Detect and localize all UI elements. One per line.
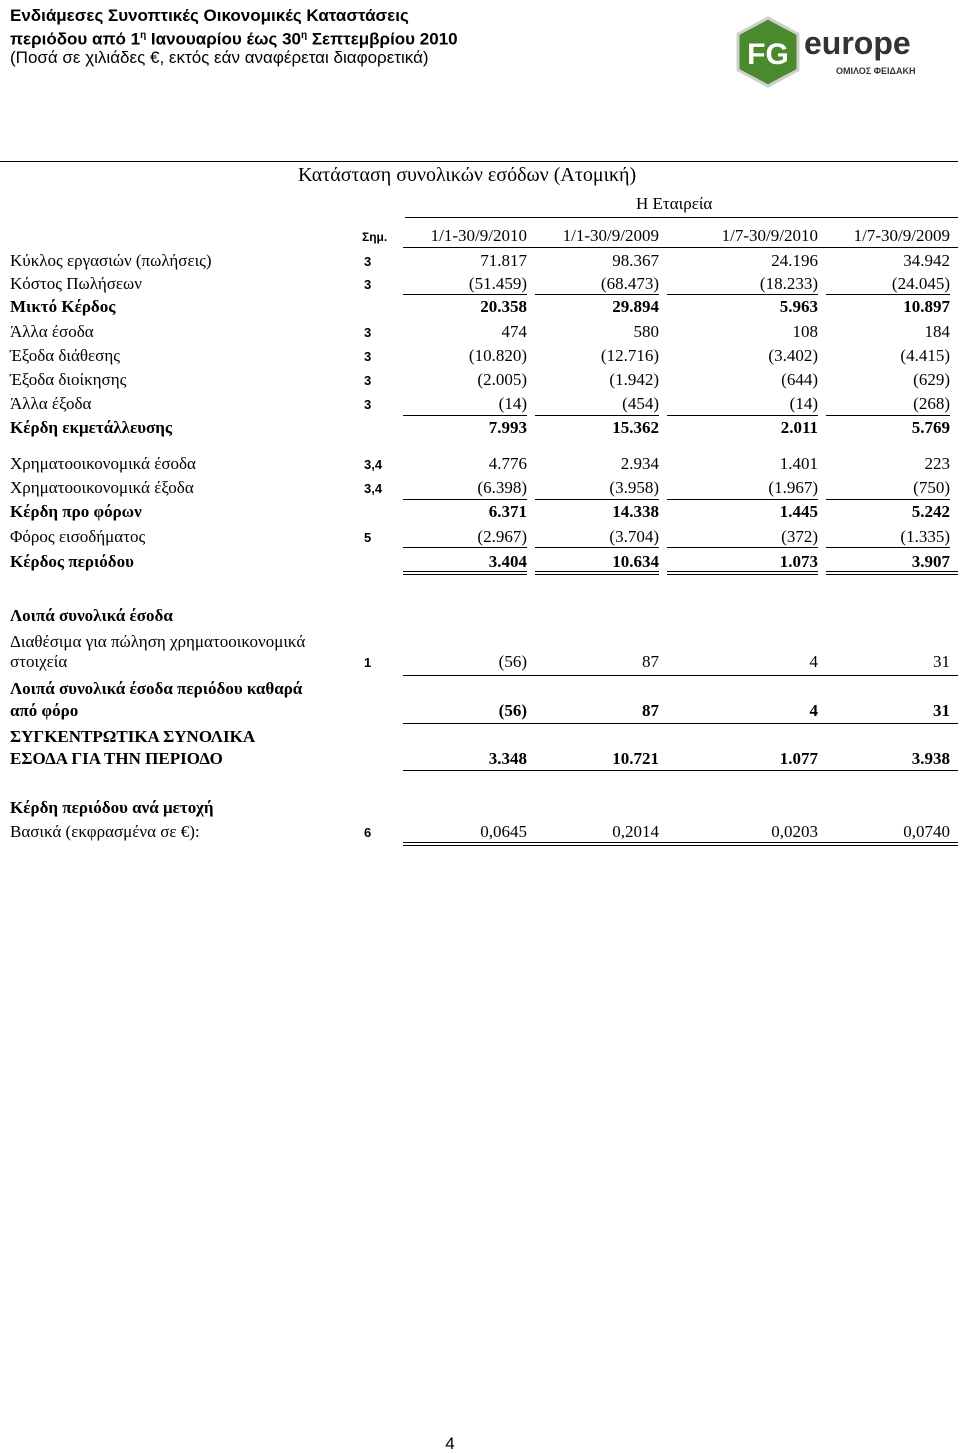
row-value-2: 10.721 <box>612 749 659 768</box>
row-value-2: 98.367 <box>612 251 659 270</box>
subtotal-rule <box>826 294 950 295</box>
subtotal-rule <box>667 294 818 295</box>
row-value-3: 4 <box>809 701 818 720</box>
row-label: Λοιπά συνολικά έσοδα περιόδου καθαρά <box>10 679 303 698</box>
row-note: 3 <box>364 373 372 388</box>
col-header-3: 1/7-30/9/2010 <box>721 226 818 245</box>
row-note: 3 <box>364 277 372 292</box>
row-value-1: 0,0645 <box>480 822 527 841</box>
subtotal-rule <box>535 415 659 416</box>
row-label: Άλλα έξοδα <box>10 394 92 413</box>
subtotal-rule <box>535 547 659 548</box>
row-note: 5 <box>364 530 372 545</box>
col-header-rule <box>403 247 958 248</box>
row-value-2: 2.934 <box>620 454 659 473</box>
company-heading: Η Εταιρεία <box>636 194 713 213</box>
page-number: 4 <box>445 1434 455 1453</box>
row-value-2: 29.894 <box>612 297 659 316</box>
period-pre: περιόδου από 1 <box>10 29 141 49</box>
row-value-3: (372) <box>781 527 818 546</box>
total-double-rule <box>403 842 958 846</box>
row-value-4: 184 <box>924 322 950 341</box>
row-label: ΕΣΟΔΑ ΓΙΑ ΤΗΝ ΠΕΡΙΟΔΟ <box>10 749 223 768</box>
row-value-4: 3.938 <box>911 749 950 768</box>
doc-header-units: (Ποσά σε χιλιάδες €, εκτός εάν αναφέρεται διαφορετικά) <box>10 48 429 67</box>
row-value-4: (24.045) <box>891 274 950 293</box>
row-label: Χρηματοοικονομικά έξοδα <box>10 478 194 497</box>
row-label: ΣΥΓΚΕΝΤΡΩΤΙΚΑ ΣΥΝΟΛΙΚΑ <box>10 727 256 746</box>
row-value-1: (6.398) <box>477 478 527 497</box>
doc-header-period <box>10 26 458 50</box>
row-value-4: 31 <box>933 701 950 720</box>
total-double-rule <box>535 571 659 575</box>
subtotal-rule <box>403 723 958 724</box>
row-value-4: 5.769 <box>911 418 950 437</box>
row-value-1: (2.005) <box>477 370 527 389</box>
period-post: Σεπτεμβρίου 2010 <box>307 29 458 49</box>
row-value-3: 1.401 <box>779 454 818 473</box>
col-header-4: 1/7-30/9/2009 <box>853 226 950 245</box>
row-value-3: (18.233) <box>759 274 818 293</box>
row-label: Κέρδη εκμετάλλευσης <box>10 418 173 437</box>
row-value-2: 87 <box>642 652 659 671</box>
row-value-2: (1.942) <box>609 370 659 389</box>
row-value-4: (1.335) <box>900 527 950 546</box>
row-label: Κέρδος περιόδου <box>10 552 134 571</box>
subtotal-rule <box>667 415 818 416</box>
row-value-2: (3.704) <box>609 527 659 546</box>
row-value-2: 15.362 <box>612 418 659 437</box>
row-label: Κύκλος εργασιών (πωλήσεις) <box>10 251 212 270</box>
row-value-2: (3.958) <box>609 478 659 497</box>
row-value-1: 3.348 <box>488 749 527 768</box>
statement-title: Κατάσταση συνολικών εσόδων (Ατομική) <box>298 164 637 186</box>
row-value-4: 34.942 <box>903 251 950 270</box>
logo-europe-text: europe <box>804 25 911 61</box>
row-value-3: 1.077 <box>779 749 818 768</box>
row-value-3: 0,0203 <box>771 822 818 841</box>
row-value-2: (12.716) <box>600 346 659 365</box>
row-value-1: (10.820) <box>468 346 527 365</box>
row-value-1: 3.404 <box>488 552 527 571</box>
col-header-2: 1/1-30/9/2009 <box>562 226 659 245</box>
row-value-4: (750) <box>913 478 950 497</box>
subtotal-rule <box>403 770 958 771</box>
doc-header-title: Ενδιάμεσες Συνοπτικές Οικονομικές Καταστάσεις <box>10 6 409 25</box>
total-double-rule <box>403 571 527 575</box>
row-label: Μικτό Κέρδος <box>10 297 116 316</box>
row-value-3: 24.196 <box>771 251 818 270</box>
title-top-rule <box>0 161 958 162</box>
row-label: Φόρος εισοδήματος <box>10 527 146 546</box>
row-value-3: (1.967) <box>768 478 818 497</box>
row-value-1: (51.459) <box>468 274 527 293</box>
row-label: Κέρδη προ φόρων <box>10 502 142 521</box>
col-header-note: Σημ. <box>362 230 388 244</box>
total-double-rule <box>826 571 958 575</box>
row-value-3: (14) <box>789 394 818 413</box>
period-sup2: η <box>301 30 308 41</box>
row-value-1: 474 <box>501 322 527 341</box>
row-value-1: 20.358 <box>480 297 527 316</box>
row-label: από φόρο <box>10 701 79 720</box>
row-note: 3,4 <box>364 481 383 496</box>
row-label: Χρηματοοικονομικά έσοδα <box>10 454 196 473</box>
row-value-3: 1.073 <box>779 552 818 571</box>
row-value-2: 87 <box>642 701 659 720</box>
row-value-2: (454) <box>622 394 659 413</box>
row-value-3: 5.963 <box>779 297 818 316</box>
row-value-1: 4.776 <box>488 454 527 473</box>
row-value-3: 1.445 <box>779 502 818 521</box>
row-label: Κόστος Πωλήσεων <box>10 274 142 293</box>
subtotal-rule <box>535 294 659 295</box>
subtotal-rule <box>826 547 950 548</box>
row-value-2: 14.338 <box>612 502 659 521</box>
company-rule <box>405 217 958 218</box>
row-value-4: 0,0740 <box>903 822 950 841</box>
subtotal-rule <box>826 415 950 416</box>
row-value-4: 31 <box>933 652 950 671</box>
row-note: 1 <box>364 655 372 670</box>
section-heading: Κέρδη περιόδου ανά μετοχή <box>10 798 214 817</box>
row-note: 3 <box>364 325 372 340</box>
row-value-3: (644) <box>781 370 818 389</box>
subtotal-rule <box>826 499 950 500</box>
row-value-4: (4.415) <box>900 346 950 365</box>
row-value-3: 2.011 <box>780 418 818 437</box>
row-value-4: (629) <box>913 370 950 389</box>
fg-europe-logo <box>726 12 948 96</box>
row-value-1: (14) <box>498 394 527 413</box>
row-value-4: 3.907 <box>911 552 950 571</box>
row-value-4: 5.242 <box>911 502 950 521</box>
row-value-4: 10.897 <box>903 297 950 316</box>
row-value-4: 223 <box>924 454 950 473</box>
row-label: Έξοδα διάθεσης <box>10 346 120 365</box>
row-note: 3 <box>364 397 372 412</box>
row-value-1: 6.371 <box>488 502 527 521</box>
row-note: 3 <box>364 254 372 269</box>
subtotal-rule <box>535 499 659 500</box>
subtotal-rule <box>403 294 527 295</box>
row-value-3: 4 <box>809 652 818 671</box>
subtotal-rule <box>667 547 818 548</box>
row-note: 3,4 <box>364 457 383 472</box>
row-label: Άλλα έσοδα <box>10 322 94 341</box>
row-label: στοιχεία <box>10 652 68 671</box>
row-value-3: 108 <box>792 322 818 341</box>
row-value-3: (3.402) <box>768 346 818 365</box>
row-value-1: 71.817 <box>480 251 527 270</box>
total-double-rule <box>667 571 818 575</box>
row-value-1: (56) <box>498 652 527 671</box>
row-note: 3 <box>364 349 372 364</box>
row-label: Έξοδα διοίκησης <box>10 370 127 389</box>
row-value-2: 580 <box>633 322 659 341</box>
subtotal-rule <box>403 499 527 500</box>
subtotal-rule <box>403 415 527 416</box>
subtotal-rule <box>667 499 818 500</box>
row-value-1: (56) <box>498 701 527 720</box>
period-mid: Ιανουαρίου έως 30 <box>146 29 301 49</box>
logo-tagline: ΟΜΙΛΟΣ ΦΕΙΔΑΚΗ <box>836 66 916 76</box>
row-label: Βασικά (εκφρασμένα σε €): <box>10 822 200 841</box>
subtotal-rule <box>403 675 958 676</box>
row-value-2: 10.634 <box>612 552 659 571</box>
row-value-1: 7.993 <box>488 418 527 437</box>
row-value-2: (68.473) <box>600 274 659 293</box>
logo-fg-text: FG <box>747 38 789 71</box>
row-value-2: 0,2014 <box>612 822 659 841</box>
row-value-1: (2.967) <box>477 527 527 546</box>
period-sup1: η <box>140 30 147 41</box>
col-header-1: 1/1-30/9/2010 <box>430 226 527 245</box>
section-heading: Λοιπά συνολικά έσοδα <box>10 606 173 625</box>
row-note: 6 <box>364 825 372 840</box>
subtotal-rule <box>403 547 527 548</box>
row-value-4: (268) <box>913 394 950 413</box>
row-label: Διαθέσιμα για πώληση χρηματοοικονομικά <box>10 632 306 651</box>
